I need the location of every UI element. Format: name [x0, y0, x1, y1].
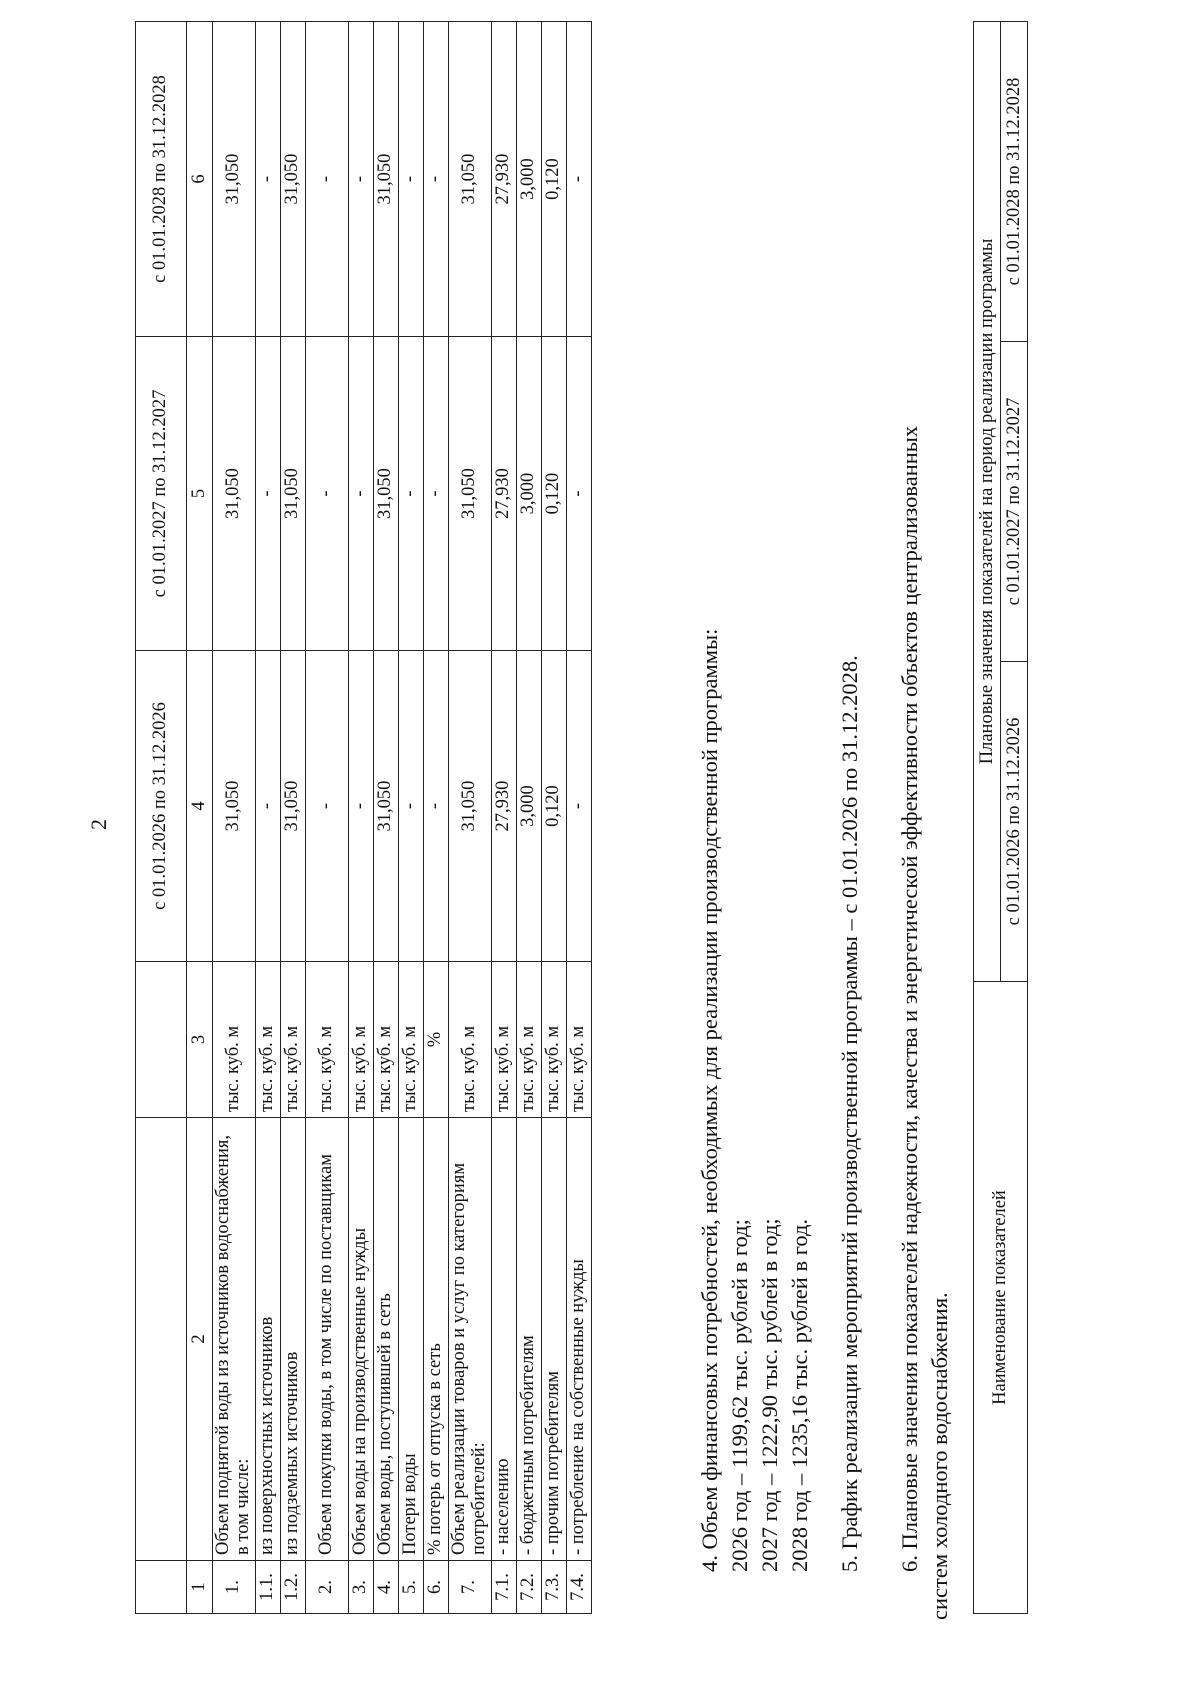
header-cell: [136, 1561, 187, 1614]
header-period-2028: с 01.01.2028 по 31.12.2028: [136, 22, 187, 337]
table-row: [349, 22, 374, 1614]
unit: тыс. куб. м: [213, 962, 256, 1118]
value-2027: 31,050: [449, 337, 492, 651]
row-number: 5.: [399, 1561, 424, 1614]
production-program-table: [135, 21, 592, 1614]
plan-table-header-row: [974, 21, 1001, 1613]
value-2028: 27,930: [492, 22, 517, 337]
value-2026: 3,000: [517, 651, 542, 962]
plan-values-header: Плановые значения показателей на период реализации программы: [974, 21, 1001, 981]
indicator-name: - прочим потребителям: [542, 1118, 567, 1561]
value-2026: 31,050: [374, 651, 399, 962]
unit: тыс. куб. м: [374, 962, 399, 1118]
value-2026: 31,050: [213, 651, 256, 962]
row-number: 1.2.: [281, 1561, 306, 1614]
indicator-name: - потребление на собственные нужды: [567, 1118, 592, 1561]
table-row: [306, 22, 349, 1614]
value-2027: 27,930: [492, 337, 517, 651]
table-row: [492, 22, 517, 1614]
header-cell: [136, 962, 187, 1118]
unit: тыс. куб. м: [517, 962, 542, 1118]
column-number: 5: [187, 337, 213, 651]
value-2026: 0,120: [542, 651, 567, 962]
row-number: 1.: [213, 1561, 256, 1614]
value-2027: 31,050: [281, 337, 306, 651]
section-heading: 4. Объем финансовых потребностей, необходимых для реализации производственной программы:: [697, 628, 722, 1572]
value-2026: 31,050: [449, 651, 492, 962]
value-2027: -: [399, 337, 424, 651]
table-header-row: [136, 22, 187, 1614]
value-2027: -: [567, 337, 592, 651]
row-number: 7.4.: [567, 1561, 592, 1614]
indicator-name: Объем реализации товаров и услуг по категориям потребителей:: [449, 1118, 492, 1561]
table-row: [374, 22, 399, 1614]
value-2027: -: [306, 337, 349, 651]
column-numbers-row: [187, 22, 213, 1614]
value-2027: 3,000: [517, 337, 542, 651]
unit: тыс. куб. м: [256, 962, 281, 1118]
value-2028: 31,050: [374, 22, 399, 337]
unit: %: [424, 962, 449, 1118]
indicator-name: - бюджетным потребителям: [517, 1118, 542, 1561]
plan-indicators-table: [973, 21, 1028, 1614]
row-number: 6.: [424, 1561, 449, 1614]
column-number: 3: [187, 962, 213, 1118]
unit: тыс. куб. м: [306, 962, 349, 1118]
section-financial-needs: [695, 12, 815, 1572]
row-number: 7.1.: [492, 1561, 517, 1614]
value-2027: 31,050: [374, 337, 399, 651]
unit: тыс. куб. м: [542, 962, 567, 1118]
unit: тыс. куб. м: [399, 962, 424, 1118]
indicator-name: Потери воды: [399, 1118, 424, 1561]
table-row: [399, 22, 424, 1614]
value-2028: -: [306, 22, 349, 337]
unit: тыс. куб. м: [281, 962, 306, 1118]
row-number: 3.: [349, 1561, 374, 1614]
value-2026: -: [567, 651, 592, 962]
unit: тыс. куб. м: [567, 962, 592, 1118]
table-row: [449, 22, 492, 1614]
period-2027-header: с 01.01.2027 по 31.12.2027: [1001, 342, 1028, 662]
financial-line: 2026 год – 1199,62 тыс. рублей в год;: [727, 1219, 752, 1572]
value-2026: -: [424, 651, 449, 962]
value-2026: -: [306, 651, 349, 962]
header-period-2027: с 01.01.2027 по 31.12.2027: [136, 337, 187, 651]
indicator-name: Объем покупки воды, в том числе по поставщикам: [306, 1118, 349, 1561]
section-plan-indicators: [895, 20, 955, 1620]
financial-line: 2027 год – 1222,90 тыс. рублей в год;: [757, 1218, 782, 1572]
row-number: 7.3.: [542, 1561, 567, 1614]
value-2026: 27,930: [492, 651, 517, 962]
value-2027: 0,120: [542, 337, 567, 651]
table-row: [517, 22, 542, 1614]
value-2028: -: [424, 22, 449, 337]
indicator-name: Объем воды на производственные нужды: [349, 1118, 374, 1561]
table-row: [281, 22, 306, 1614]
row-number: 1.1.: [256, 1561, 281, 1614]
indicator-name: - населению: [492, 1118, 517, 1561]
value-2027: 31,050: [213, 337, 256, 651]
page-number: 2: [86, 819, 111, 830]
column-number: 4: [187, 651, 213, 962]
unit: тыс. куб. м: [449, 962, 492, 1118]
value-2026: -: [256, 651, 281, 962]
header-period-2026: с 01.01.2026 по 31.12.2026: [136, 651, 187, 962]
row-number: 7.: [449, 1561, 492, 1614]
section-schedule: 5. График реализации мероприятий производственной программы – с 01.01.2026 по 31.12.2028.: [837, 655, 862, 1572]
value-2028: -: [349, 22, 374, 337]
indicator-name: Объем поднятой воды из источников водоснабжения, в том числе:: [213, 1118, 256, 1561]
table-row: [213, 22, 256, 1614]
period-2026-header: с 01.01.2026 по 31.12.2026: [1001, 662, 1028, 982]
value-2026: 31,050: [281, 651, 306, 962]
column-number: 1: [187, 1561, 213, 1614]
value-2027: -: [256, 337, 281, 651]
value-2027: -: [349, 337, 374, 651]
row-number: 4.: [374, 1561, 399, 1614]
unit: тыс. куб. м: [492, 962, 517, 1118]
table-row: [424, 22, 449, 1614]
column-number: 6: [187, 22, 213, 337]
value-2026: -: [399, 651, 424, 962]
rotated-page-content: [135, 10, 1145, 1620]
value-2028: 31,050: [449, 22, 492, 337]
indicator-name-header: Наименование показателей: [974, 982, 1028, 1614]
unit: тыс. куб. м: [349, 962, 374, 1118]
header-cell: [136, 1118, 187, 1561]
table-row: [256, 22, 281, 1614]
section-heading: 6. Плановые значения показателей надежности, качества и энергетической эффективности объектов централизованных: [897, 425, 922, 1572]
row-number: 7.2.: [517, 1561, 542, 1614]
value-2028: 0,120: [542, 22, 567, 337]
row-number: 2.: [306, 1561, 349, 1614]
indicator-name: Объем воды, поступившей в сеть: [374, 1118, 399, 1561]
period-2028-header: с 01.01.2028 по 31.12.2028: [1001, 21, 1028, 341]
column-number: 2: [187, 1118, 213, 1561]
value-2028: 31,050: [281, 22, 306, 337]
value-2027: -: [424, 337, 449, 651]
indicator-name: % потерь от отпуска в сеть: [424, 1118, 449, 1561]
table-row: [567, 22, 592, 1614]
value-2028: 3,000: [517, 22, 542, 337]
value-2026: -: [349, 651, 374, 962]
financial-line: 2028 год – 1235,16 тыс. рублей в год.: [787, 1218, 812, 1572]
value-2028: -: [256, 22, 281, 337]
section-heading-continued: систем холодного водоснабжения.: [927, 1292, 952, 1620]
value-2028: -: [567, 22, 592, 337]
value-2028: -: [399, 22, 424, 337]
value-2028: 31,050: [213, 22, 256, 337]
table-row: [542, 22, 567, 1614]
indicator-name: из поверхностных источников: [256, 1118, 281, 1561]
indicator-name: из подземных источников: [281, 1118, 306, 1561]
